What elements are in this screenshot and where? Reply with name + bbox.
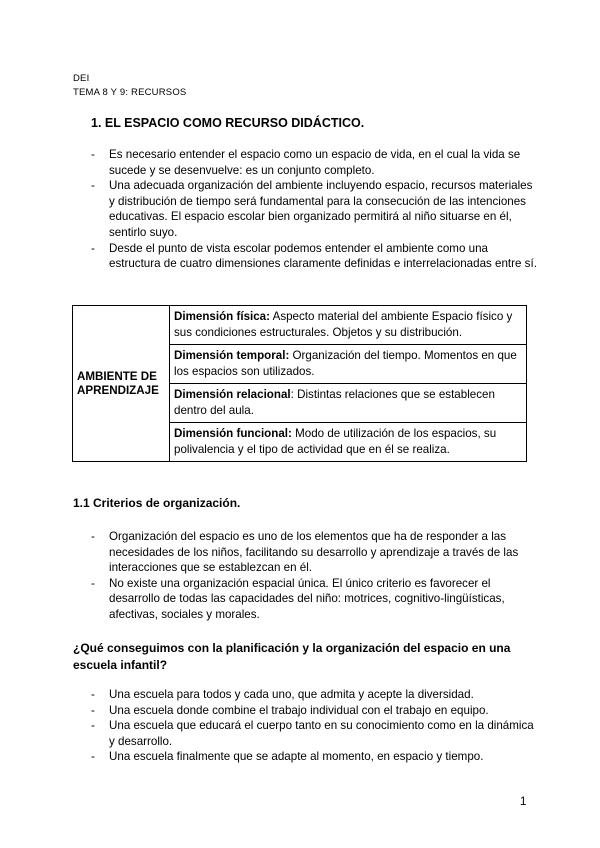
section-title-criterios: 1.1 Criterios de organización. [73, 496, 241, 510]
list-item [91, 529, 541, 576]
ambiente-label-line1: AMBIENTE DE [77, 369, 157, 383]
dash-bullet: - [91, 576, 95, 590]
list-item-text: Una escuela para todos y cada uno, que admita y acepte la diversidad. [109, 688, 474, 701]
header-topic: TEMA 8 Y 9: RECURSOS [73, 87, 187, 98]
dimension-funcional-cell [170, 423, 527, 462]
list-item-text: No existe una organización espacial única. El único criterio es favorecer el desarrollo de todas las capacidades del niño: motrices, cognitivo-lingüísticas, afectivas, sociales y morales. [109, 576, 505, 621]
ambiente-label-line2: APRENDIZAJE [77, 383, 159, 397]
dimension-text: Modo de utilización de los espacios, su polivalencia y el tipo de actividad que en él se realiza. [174, 427, 497, 456]
dash-bullet: - [91, 719, 95, 733]
dimension-text: : Distintas relaciones que se establecen dentro del aula. [174, 388, 495, 417]
ambiente-table [72, 305, 527, 462]
list-item-text: Una escuela que educará el cuerpo tanto en su conocimiento como en la dinámica y desarrollo. [109, 719, 534, 748]
dash-bullet: - [91, 179, 95, 193]
list-item [91, 241, 541, 272]
section3-list [91, 687, 541, 765]
list-item-text: Organización del espacio es uno de los elementos que ha de responder a las necesidades de los niños, facilitando su desarrollo y aprendizaje a través de las interacciones que se establezcan en él. [109, 530, 519, 575]
section-title-planificacion: ¿Qué conseguimos con la planificación y la organización del espacio en una escuela infantil? [73, 641, 511, 672]
section-title-espacio: 1. EL ESPACIO COMO RECURSO DIDÁCTICO. [91, 116, 365, 130]
ambiente-label-cell [73, 306, 170, 462]
list-item-text: Es necesario entender el espacio como un espacio de vida, en el cual la vida se sucede y se desenvuelve: es un conjunto completo. [109, 148, 521, 177]
list-item-text: Desde el punto de vista escolar podemos entender el ambiente como una estructura de cuatro dimensiones claramente definidas e interrelacionadas entre sí. [109, 241, 537, 271]
dimension-fisica-cell [170, 306, 527, 345]
page-number: 1 [520, 796, 527, 808]
list-item-text: Una adecuada organización del ambiente incluyendo espacio, recursos materiales y distribución de tiempo será fundamental para la consecución de las intenciones educativas. El espacio escolar bien organizado permitirá al niño situarse en él, sentirlo suyo. [109, 179, 533, 239]
section2-list [91, 529, 541, 623]
list-item [91, 749, 541, 765]
dash-bullet: - [91, 148, 95, 161]
list-item [91, 703, 541, 719]
list-item [91, 147, 541, 178]
dash-bullet: - [91, 703, 95, 717]
list-item [91, 687, 541, 703]
list-item-text: Una escuela finalmente que se adapte al momento, en espacio y tiempo. [109, 750, 484, 764]
list-item [91, 576, 541, 623]
list-item-text: Una escuela donde combine el trabajo individual con el trabajo en equipo. [109, 703, 489, 717]
dimension-term: Dimensión física: [174, 310, 270, 323]
dash-bullet: - [91, 530, 95, 543]
dimension-term: Dimensión temporal: [174, 349, 290, 362]
list-item [91, 718, 541, 749]
table-row [73, 306, 527, 345]
header-subject: DEI [73, 73, 90, 84]
dimension-text: Organización del tiempo. Momentos en que los espacios son utilizados. [174, 349, 517, 378]
dimension-term: Dimensión relacional [174, 388, 291, 401]
list-item [91, 178, 541, 240]
dimension-relacional-cell [170, 384, 527, 423]
dimension-term: Dimensión funcional: [174, 427, 292, 440]
dimension-temporal-cell [170, 345, 527, 384]
dash-bullet: - [91, 750, 95, 764]
dash-bullet: - [91, 241, 95, 255]
dimension-text: Aspecto material del ambiente Espacio físico y sus condiciones estructurales. Objetos y su distribución. [174, 310, 513, 339]
dash-bullet: - [91, 688, 95, 701]
section1-list [91, 147, 541, 272]
